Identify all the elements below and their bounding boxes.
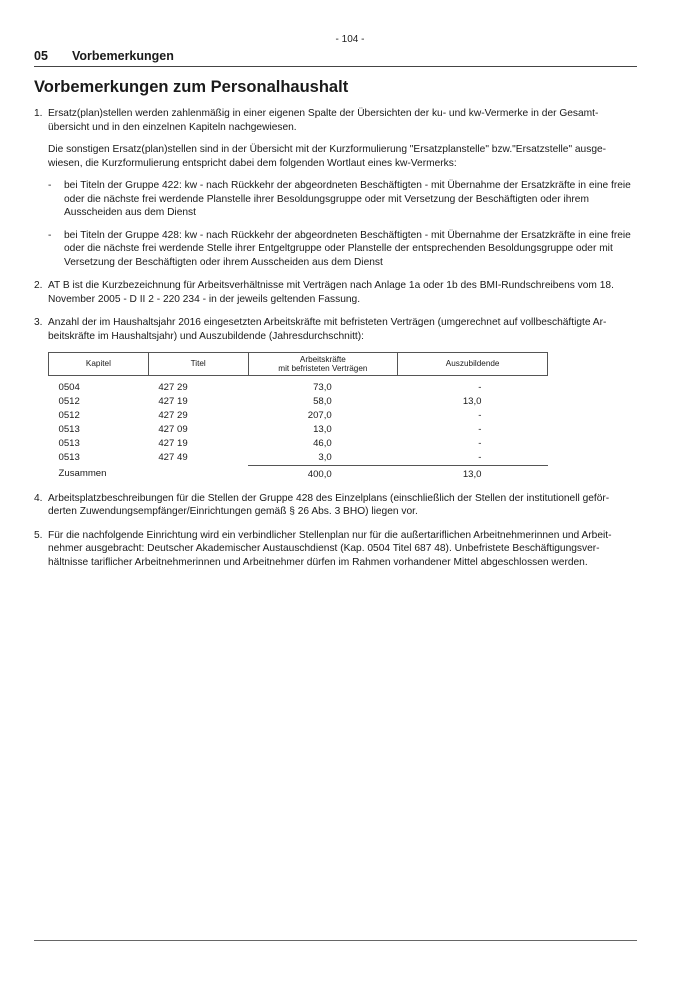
document-title: Vorbemerkungen zum Personalhaushalt xyxy=(34,78,349,96)
document-body xyxy=(34,107,638,579)
item-marker: 3. xyxy=(34,317,43,328)
bullet-dash: - xyxy=(48,229,52,241)
list-item-2 xyxy=(34,279,638,306)
cell-auszubildende: - xyxy=(478,451,482,463)
section-title: Vorbemerkungen xyxy=(72,49,174,63)
cell-auszubildende: - xyxy=(478,409,482,421)
item-marker: 1. xyxy=(34,108,43,119)
cell-auszubildende: 13,0 xyxy=(462,395,482,407)
bullet-item xyxy=(48,179,638,220)
section-header xyxy=(34,50,637,67)
header-arbeitskraefte xyxy=(248,353,398,376)
item-paragraph: Ersatz(plan)stellen werden zahlenmäßig in einer eigenen Spalte der Übersichten der ku- und kw-Vermerke in der Gesamt-übersicht und in den einzelnen Kapiteln nachgewiesen. xyxy=(48,108,599,133)
cell-arbeitskraefte: 46,0 xyxy=(313,437,332,449)
item-marker: 5. xyxy=(34,529,43,541)
cell-kapitel: 0504 xyxy=(58,381,80,393)
list-item-4 xyxy=(34,492,638,519)
footer-divider xyxy=(34,940,637,941)
list-item-1 xyxy=(34,107,638,269)
total-auszubildende: 13,0 xyxy=(398,465,548,482)
cell-arbeitskraefte: 58,0 xyxy=(313,395,332,407)
cell-auszubildende: - xyxy=(478,423,482,435)
table-row xyxy=(49,423,548,437)
list-item-3 xyxy=(34,316,638,482)
table-row xyxy=(49,381,548,395)
cell-titel: 427 19 xyxy=(158,395,188,407)
header-arbeitskraefte-line2: mit befristeten Verträgen xyxy=(278,364,368,373)
cell-kapitel: 0513 xyxy=(58,423,80,435)
page-number: - 104 - xyxy=(335,34,365,45)
staff-table xyxy=(48,352,548,482)
item-paragraph: Die sonstigen Ersatz(plan)stellen sind in der Übersicht mit der Kurzformulierung "Ersatzplanstelle" bzw."Ersatzstelle" ausge-wiesen, die Kurzformulierung entspricht dabei dem folgenden Wortlaut eines kw-Vermerks: xyxy=(48,144,607,169)
cell-kapitel: 0512 xyxy=(58,409,80,421)
list-item-5 xyxy=(34,529,638,570)
cell-titel: 427 29 xyxy=(158,409,188,421)
item-paragraph: Arbeitsplatzbeschreibungen für die Stellen der Gruppe 428 des Einzelplans (einschließlich der Stellen der institutionell geför-derten Zuwendungsempfänger/Einrichtungen gemäß § 26 Abs. 3 BHO) liegen vor. xyxy=(48,492,610,517)
total-arbeitskraefte: 400,0 xyxy=(248,465,398,482)
item-marker: 4. xyxy=(34,492,43,504)
cell-kapitel: 0513 xyxy=(58,437,80,449)
table-row xyxy=(49,437,548,451)
item-paragraph: Anzahl der im Haushaltsjahr 2016 eingesetzten Arbeitskräfte mit befristeten Verträgen (umgerechnet auf vollbeschäftigte Ar-beitskräfte im Haushaltsjahr) und Auszubildende (Jahresdurchschnitt): xyxy=(48,317,607,342)
bullet-text: bei Titeln der Gruppe 422: kw - nach Rückkehr der abgeordneten Beschäftigten - mit Übernahme der Ersatzkräfte in eine freie oder die nächste frei werdende Planstelle ihrer Besoldungsgruppe oder mit Versetzung der Beschäftigten oder ihrem Ausscheiden aus dem Dienst xyxy=(64,180,631,218)
cell-titel: 427 49 xyxy=(158,451,188,463)
item-marker: 2. xyxy=(34,280,43,291)
cell-titel: 427 29 xyxy=(158,381,188,393)
table-header-row xyxy=(49,353,548,376)
table-row xyxy=(49,395,548,409)
table-row xyxy=(49,451,548,466)
cell-arbeitskraefte: 13,0 xyxy=(313,423,332,435)
cell-arbeitskraefte: 207,0 xyxy=(307,409,332,421)
cell-arbeitskraefte: 3,0 xyxy=(318,451,332,463)
header-arbeitskraefte-line1: Arbeitskräfte xyxy=(299,354,346,364)
cell-auszubildende: - xyxy=(478,437,482,449)
cell-titel: 427 09 xyxy=(158,423,188,435)
header-titel: Titel xyxy=(148,353,248,376)
section-number: 05 xyxy=(34,49,48,63)
header-auszubildende: Auszubildende xyxy=(398,353,548,376)
total-label: Zusammen xyxy=(58,468,107,479)
cell-kapitel: 0513 xyxy=(58,451,80,463)
bullet-item xyxy=(48,229,638,270)
cell-titel: 427 19 xyxy=(158,437,188,449)
table-total-row xyxy=(49,465,548,482)
item-paragraph: Für die nachfolgende Einrichtung wird ein verbindlicher Stellenplan nur für die außertariflichen Arbeitnehmerinnen und Arbeit-nehmer ausgebracht: Deutscher Akademischer Austauschdienst (Kap. 0504 Titel 687 48). Unbefristete Beschäftigungsver-hältnisse tariflicher Arbeitnehmerinnen und Arbeitnehmer dürfen im Rahmen vorhandener Mittel abgeschlossen werden. xyxy=(48,529,612,568)
cell-arbeitskraefte: 73,0 xyxy=(313,381,332,393)
bullet-dash: - xyxy=(48,180,52,191)
cell-kapitel: 0512 xyxy=(58,395,80,407)
bullet-text: bei Titeln der Gruppe 428: kw - nach Rückkehr der abgeordneten Beschäftigten - mit Übernahme der Ersatzkräfte in eine freie oder die nächste frei werdende Stelle ihrer Entgeltgruppe oder Planstelle der entsprechenden Besoldungsgruppe oder mit Versetzung der Beschäftigten oder ihrem Ausscheiden aus dem Dienst xyxy=(64,229,631,268)
cell-auszubildende: - xyxy=(478,381,482,393)
item-paragraph: AT B ist die Kurzbezeichnung für Arbeitsverhältnisse mit Verträgen nach Anlage 1a oder 1b des BMI-Rundschreibens vom 18. November 2005 - D II 2 - 220 234 - in der jeweils geltenden Fassung. xyxy=(48,280,614,305)
table-row xyxy=(49,409,548,423)
header-kapitel: Kapitel xyxy=(49,353,149,376)
